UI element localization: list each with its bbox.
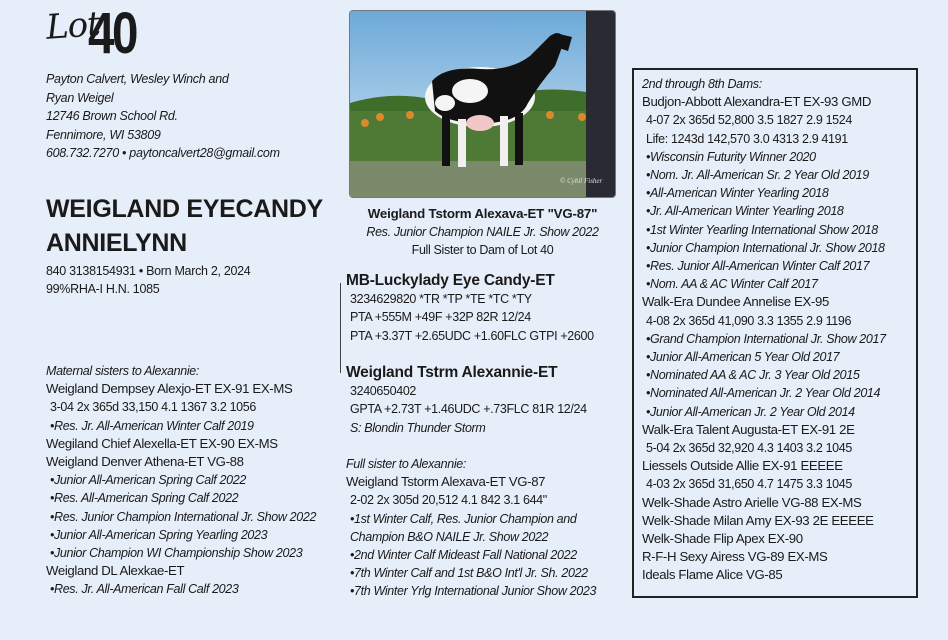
animal-name-line2: ANNIELYNN	[46, 229, 187, 257]
dams-header: 2nd through 8th Dams:	[642, 77, 762, 91]
dam-gpta: GPTA +2.73T +1.46UDC +.73FLC 81R 12/24	[350, 402, 587, 417]
production-record: 4-03 2x 365d 31,650 4.7 1475 3.3 1045	[646, 477, 852, 492]
pedigree-name: Walk-Era Talent Augusta-ET EX-91 2E	[642, 421, 855, 437]
owner-contact: 608.732.7270 • paytoncalvert28@gmail.com	[46, 146, 280, 160]
pedigree-name: Budjon-Abbott Alexandra-ET EX-93 GMD	[642, 94, 872, 110]
achievement: •1st Winter Yearling International Show 2018	[646, 222, 878, 237]
pedigree-name: R-F-H Sexy Airess VG-89 EX-MS	[642, 549, 828, 565]
achievement: •Nominated All-American Jr. 2 Year Old 2014	[646, 386, 881, 401]
achievement: •Jr. All-American Winter Yearling 2018	[646, 204, 844, 219]
sire-reg: 3234629820 *TR *TP *TE *TC *TY	[350, 292, 532, 307]
achievement: •Junior All-American Spring Calf 2022	[50, 473, 246, 488]
achievement: •1st Winter Calf, Res. Junior Champion and	[350, 511, 577, 526]
achievement: •Res. Junior All-American Winter Calf 2017	[646, 259, 870, 274]
production-record: 2-02 2x 305d 20,512 4.1 842 3.1 644"	[350, 493, 547, 508]
photo-credit: © Cybil Fisher	[560, 177, 603, 185]
pedigree-name: Welk-Shade Milan Amy EX-93 2E EEEEE	[642, 512, 874, 528]
photo-caption	[330, 205, 635, 260]
achievement: •Wisconsin Futurity Winner 2020	[646, 149, 816, 164]
animal-reg-line1: 840 3138154931 • Born March 2, 2024	[46, 264, 251, 278]
achievement: •All-American Winter Yearling 2018	[646, 186, 829, 201]
achievement: •Nom. AA & AC Winter Calf 2017	[646, 277, 818, 292]
owner-line: Ryan Weigel	[46, 90, 114, 105]
achievement: •7th Winter Yrlg International Junior Show 2023	[350, 584, 597, 599]
photo-caption-line1: Res. Junior Champion NAILE Jr. Show 2022	[366, 225, 599, 240]
sire-name: MB-Luckylady Eye Candy-ET	[346, 272, 555, 289]
achievement: •Nom. Jr. All-American Sr. 2 Year Old 2019	[646, 168, 869, 183]
achievement: •Junior All-American Jr. 2 Year Old 2014	[646, 404, 855, 419]
lot-label: Lot	[44, 4, 102, 48]
dam-reg: 3240650402	[350, 384, 417, 399]
achievement: Champion B&O NAILE Jr. Show 2022	[350, 529, 549, 544]
achievement: •7th Winter Calf and 1st B&O Int'l Jr. Sh. 2022	[350, 566, 588, 581]
achievement: •Res. All-American Spring Calf 2022	[50, 491, 239, 506]
dam-name: Weigland Tstrm Alexannie-ET	[346, 364, 558, 381]
pedigree-name: Weigland Tstorm Alexava-ET VG-87	[346, 474, 546, 490]
pedigree-name: Wegiland Chief Alexella-ET EX-90 EX-MS	[46, 435, 278, 451]
maternal-sisters-list	[46, 380, 316, 598]
production-record: 4-08 2x 365d 41,090 3.3 1355 2.9 1196	[646, 313, 852, 328]
photo-caption-line2: Full Sister to Dam of Lot 40	[411, 243, 554, 258]
dams-list	[642, 93, 886, 584]
lot-number: 40	[88, 1, 136, 66]
full-sister-section	[346, 455, 596, 601]
cow-photo	[349, 10, 616, 198]
full-sister-header: Full sister to Alexannie:	[346, 457, 467, 471]
pedigree-bracket-line	[340, 283, 341, 373]
animal-registration	[46, 262, 250, 298]
achievement: •2nd Winter Calf Mideast Fall National 2022	[350, 548, 577, 563]
pedigree-name: Weigland Dempsey Alexjo-ET EX-91 EX-MS	[46, 381, 293, 397]
dams-section	[642, 75, 886, 585]
pedigree-name: Walk-Era Dundee Annelise EX-95	[642, 294, 829, 310]
production-record: Life: 1243d 142,570 3.0 4313 2.9 4191	[646, 131, 848, 146]
pedigree-name: Weigland Denver Athena-ET VG-88	[46, 454, 244, 470]
achievement: •Nominated AA & AC Jr. 3 Year Old 2015	[646, 368, 860, 383]
cow-photo-image	[350, 11, 615, 197]
animal-name	[46, 192, 323, 260]
photo-caption-title: Weigland Tstorm Alexava-ET "VG-87"	[367, 206, 598, 221]
owner-block	[46, 70, 280, 163]
achievement: •Res. Jr. All-American Fall Calf 2023	[50, 582, 239, 597]
pedigree-name: Weigland DL Alexkae-ET	[46, 563, 185, 579]
pedigree-name: Ideals Flame Alice VG-85	[642, 567, 783, 583]
production-record: 3-04 2x 365d 33,150 4.1 1367 3.2 1056	[50, 400, 256, 415]
achievement: •Grand Champion International Jr. Show 2017	[646, 331, 886, 346]
animal-reg-line2: 99%RHA-I H.N. 1085	[46, 282, 160, 296]
dam-sire: S: Blondin Thunder Storm	[350, 420, 486, 435]
pedigree-name: Welk-Shade Astro Arielle VG-88 EX-MS	[642, 494, 862, 510]
pedigree-name: Liessels Outside Allie EX-91 EEEEE	[642, 458, 843, 474]
achievement: •Junior Champion WI Championship Show 2023	[50, 546, 303, 561]
sire-section	[346, 272, 594, 345]
dam-section	[346, 364, 587, 437]
production-record: 5-04 2x 365d 32,920 4.3 1403 3.2 1045	[646, 441, 852, 456]
animal-name-line1: WEIGLAND EYECANDY	[46, 195, 323, 223]
full-sister-list	[346, 473, 596, 600]
owner-line: Fennimore, WI 53809	[46, 127, 161, 142]
achievement: •Res. Jr. All-American Winter Calf 2019	[50, 418, 254, 433]
maternal-sisters-header: Maternal sisters to Alexannie:	[46, 364, 200, 378]
production-record: 4-07 2x 365d 52,800 3.5 1827 2.9 1524	[646, 113, 852, 128]
achievement: •Junior Champion International Jr. Show 2018	[646, 240, 885, 255]
maternal-sisters-section	[46, 362, 316, 599]
sire-pta1: PTA +555M +49F +32P 82R 12/24	[350, 310, 531, 325]
achievement: •Junior All-American 5 Year Old 2017	[646, 350, 840, 365]
owner-line: Payton Calvert, Wesley Winch and	[46, 72, 229, 86]
pedigree-name: Welk-Shade Flip Apex EX-90	[642, 531, 803, 547]
achievement: •Res. Junior Champion International Jr. Show 2022	[50, 509, 317, 524]
owner-line: 12746 Brown School Rd.	[46, 109, 178, 123]
achievement: •Junior All-American Spring Yearling 2023	[50, 527, 268, 542]
sire-pta2: PTA +3.37T +2.65UDC +1.60FLC GTPI +2600	[350, 328, 594, 343]
